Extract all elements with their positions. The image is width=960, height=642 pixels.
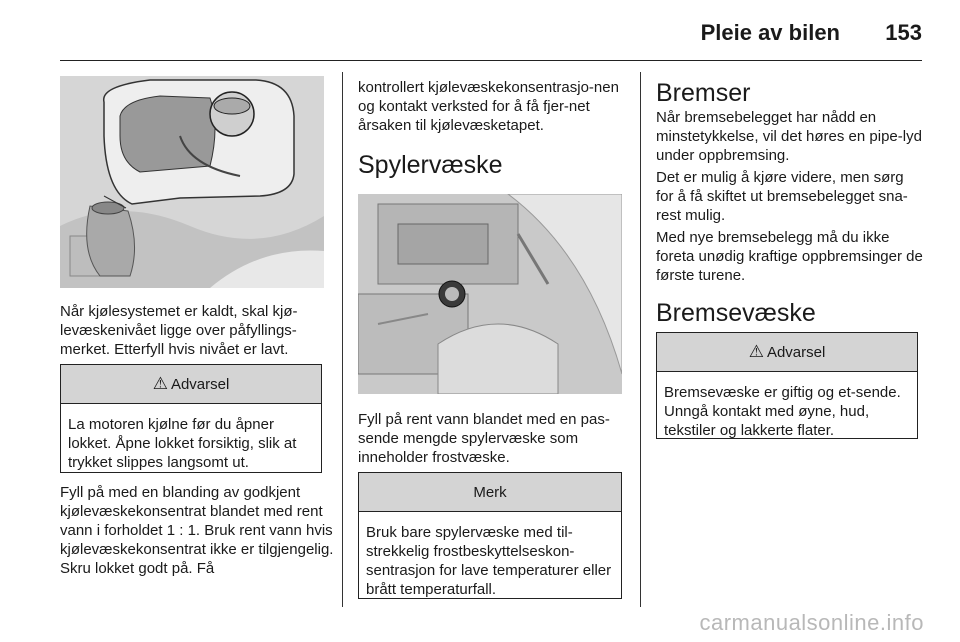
- brake-fluid-warning-box: [656, 332, 918, 439]
- page-header-title: Pleie av bilen: [700, 20, 840, 45]
- header-rule: [60, 60, 922, 61]
- warning-header: [61, 365, 321, 404]
- washer-fluid-heading: Spylervæske: [358, 151, 503, 179]
- brakes-heading: Bremser: [656, 79, 751, 107]
- coolant-fill-text: Fyll på med en blanding av godkjent kjølevæskekonsentrat blandet med rent vann i forholdet 1 : 1. Bruk rent vann hvis kjølevæskekonsentrat ikke er tilgjengelig. Skru lokket godt på. Få: [60, 484, 334, 577]
- warning-label: Advarsel: [170, 375, 230, 393]
- warning-text: La motoren kjølne før du åpner lokket. Åpne lokket forsiktig, slik at trykket slippes langsomt ut.: [68, 416, 297, 471]
- column-divider-2: [640, 72, 641, 607]
- washer-fluid-illustration: [358, 194, 622, 394]
- column-divider-1: [342, 72, 343, 607]
- washer-fluid-text: Fyll på rent vann blandet med en pas-sende mengde spylervæske som inneholder frostvæske.: [358, 411, 610, 466]
- brakes-replace-text: Det er mulig å kjøre videre, men sørg for å få skiftet ut bremsebelegget sna-rest mulig.: [656, 169, 908, 224]
- note-text: Bruk bare spylervæske med til-strekkelig frostbeskyttelseskon-sentrasjon for lave temperaturer eller brått temperaturfall.: [366, 524, 612, 598]
- coolant-reservoir-illustration: [60, 76, 324, 288]
- coolant-warning-box: [60, 364, 322, 473]
- warning-triangle-icon: ⚠: [152, 374, 168, 393]
- warning-label: Advarsel: [766, 343, 826, 361]
- brake-fluid-heading: Bremsevæske: [656, 299, 816, 327]
- warning-text: Bremsevæske er giftig og et-sende. Unngå kontakt med øyne, hud, tekstiler og lakkerte flater.: [664, 384, 901, 439]
- note-header: [359, 473, 621, 512]
- brakes-new-pads-text: Med nye bremsebelegg må du ikke foreta unødig kraftige oppbremsinger de første turene.: [656, 229, 923, 284]
- watermark: carmanualsonline.info: [699, 610, 924, 635]
- warning-triangle-icon: ⚠: [748, 342, 764, 361]
- warning-header: [657, 333, 917, 372]
- washer-note-box: [358, 472, 622, 599]
- brakes-wear-text: Når bremsebelegget har nådd en minstetykkelse, vil det høres en pipe-lyd under oppbremsing.: [656, 109, 922, 164]
- coolant-level-text: Når kjølesystemet er kaldt, skal kjø-levæskenivået ligge over påfyllings-merket. Etterfyll hvis nivået er lavt.: [60, 303, 298, 358]
- note-label: Merk: [473, 483, 507, 501]
- coolant-continuation-text: kontrollert kjølevæskekonsentrasjo-nen og kontakt verksted for å få fjer-net årsaken til kjølevæsketapet.: [358, 79, 619, 134]
- page-number: 153: [885, 20, 922, 45]
